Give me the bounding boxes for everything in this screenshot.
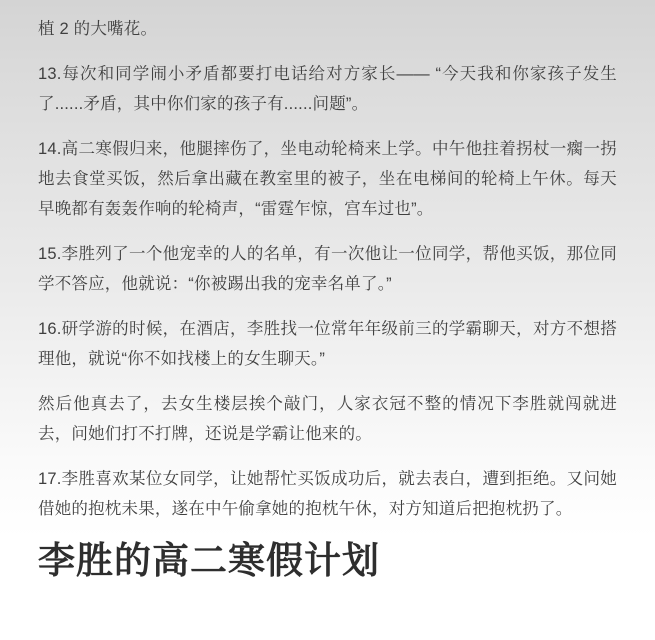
paragraph-item-16: 16.研学游的时候，在酒店，李胜找一位常年年级前三的学霸聊天，对方不想搭理他，就说“你不如找楼上的女生聊天。” <box>38 320 617 368</box>
paragraph-item-16-continued: 然后他真去了，去女生楼层挨个敲门，人家衣冠不整的情况下李胜就闯就进去，问她们打不打牌，还说是学霸让他来的。 <box>38 395 617 443</box>
paragraph-overflow-line: 植 2 的大嘴花。 <box>38 20 158 38</box>
paragraph-item-15: 15.李胜列了一个他宠幸的人的名单，有一次他让一位同学，帮他买饭，那位同学不答应，他就说：“你被踢出我的宠幸名单了。” <box>38 245 617 293</box>
section-heading: 李胜的高二寒假计划 <box>38 540 380 581</box>
paragraph-item-17: 17.李胜喜欢某位女同学，让她帮忙买饭成功后，就去表白，遭到拒绝。又问她借她的抱枕未果，遂在中午偷拿她的抱枕午休，对方知道后把抱枕扔了。 <box>38 470 617 518</box>
paragraph-item-13: 13.每次和同学闹小矛盾都要打电话给对方家长—— “今天我和你家孩子发生了......矛盾，其中你们家的孩子有......问题”。 <box>38 65 617 113</box>
paragraph-item-14: 14.高二寒假归来，他腿摔伤了，坐电动轮椅来上学。中午他拄着拐杖一瘸一拐地去食堂买饭，然后拿出藏在教室里的被子，坐在电梯间的轮椅上午休。每天早晚都有轰轰作响的轮椅声，“雷霆乍惊，宫车过也”。 <box>38 140 617 218</box>
